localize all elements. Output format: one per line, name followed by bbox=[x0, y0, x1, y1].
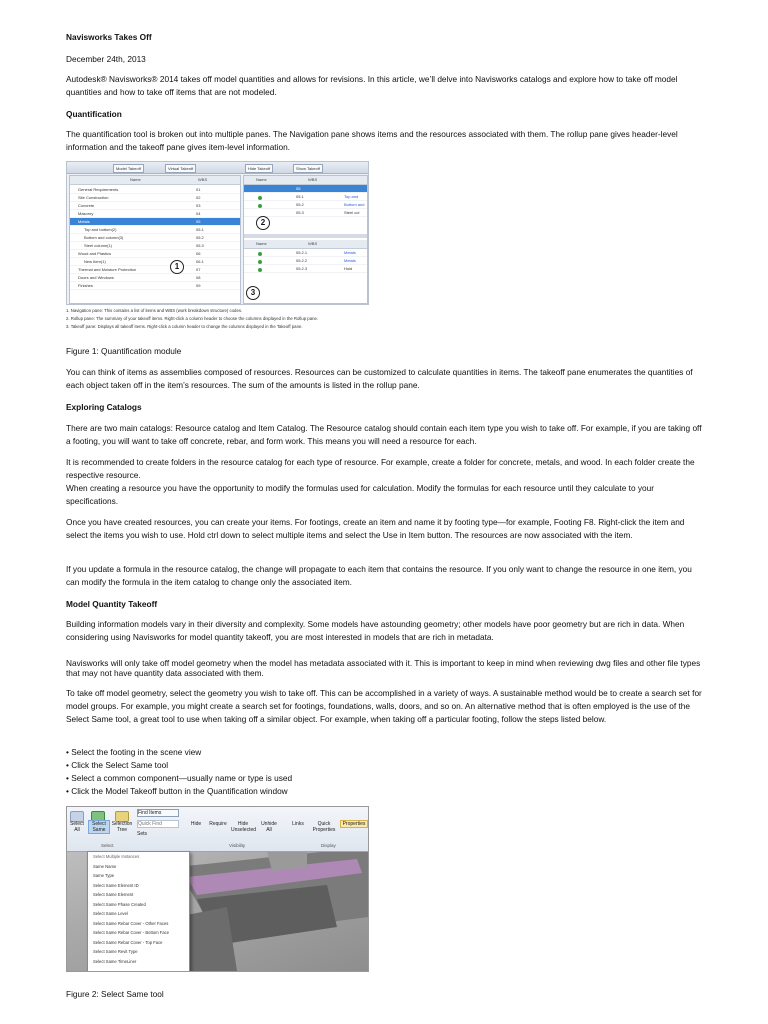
takeoff-row[interactable]: 05.2.3 Hold bbox=[244, 265, 367, 273]
menu-item[interactable]: Same Type bbox=[93, 873, 115, 878]
callout-badge-2: 2 bbox=[256, 216, 270, 230]
catalogs-paragraph-4: Once you have created resources, you can create your items. For footings, create an item and name it by footing type—for example, Footing F8. Right-click the item and select the items you wish to use. Hold ctrl down to select multiple items and select the Use in Item button. The resources are now associated with the item. bbox=[66, 517, 685, 540]
find-items-button[interactable]: Find Items bbox=[137, 809, 179, 817]
menu-item[interactable]: Select Multiple Instances bbox=[93, 854, 140, 859]
rollup-column-name[interactable]: Name bbox=[256, 177, 267, 182]
takeoff-column-wbs[interactable]: WBS bbox=[308, 241, 318, 246]
menu-item[interactable]: Select Same TimeLiner bbox=[93, 959, 137, 964]
ribbon-group-visibility: Visibility bbox=[229, 843, 246, 848]
hide-takeoff-button[interactable]: Hide Takeoff bbox=[245, 164, 273, 173]
hide-button[interactable]: Hide bbox=[190, 821, 202, 827]
ribbon-toolbar bbox=[67, 807, 368, 852]
document-date: December 24th, 2013 bbox=[66, 54, 146, 64]
rollup-row[interactable]: 05.1 Top and bbox=[244, 193, 367, 201]
quick-find-input[interactable]: Quick Find bbox=[137, 820, 179, 828]
menu-item[interactable]: Select Same Element bbox=[93, 892, 134, 897]
menu-item[interactable]: Select Same Level bbox=[93, 911, 128, 916]
figure1-note-3: 3. Takeoff pane: Displays all takeoff items. Right-click a column header to change the columns displayed in the Takeoff pane. bbox=[66, 324, 303, 329]
selection-tree-button[interactable]: Selection Tree bbox=[111, 821, 133, 833]
callout-badge-1: 1 bbox=[170, 260, 184, 274]
model-takeoff-button[interactable]: Model Takeoff bbox=[113, 164, 144, 173]
takeoff-row[interactable]: 05.2.2 Metals bbox=[244, 257, 367, 265]
quantification-heading: Quantification bbox=[66, 109, 122, 119]
select-same-button[interactable]: Select Same bbox=[89, 821, 109, 833]
tree-row[interactable]: Bottom and column(3) 05.2 bbox=[70, 234, 240, 242]
tree-row[interactable]: General Requirements 01 bbox=[70, 186, 240, 194]
mqt-heading: Model Quantity Takeoff bbox=[66, 599, 158, 609]
rollup-header bbox=[244, 176, 367, 185]
mqt-paragraph-3: To take off model geometry, select the geometry you wish to take off. This can be accomplished in a variety of ways. A sustainable method would be to create a search set for model groups. For example, you might create a search set for footings, foundations, walls, doors, and so on. An alternative method that is often employed is the use of the Select Same tool, a great tool to use when taking off a similar object. For example, when taking off a particular footing, follow the steps listed below. bbox=[66, 688, 702, 724]
menu-item[interactable]: Same Name bbox=[93, 864, 117, 869]
tree-row[interactable]: Concrete 03 bbox=[70, 202, 240, 210]
menu-item[interactable]: Select Same Rebar Cover - Other Faces bbox=[93, 921, 169, 926]
pane-splitter[interactable] bbox=[244, 234, 367, 238]
figure1-note-1: 1. Navigation pane: This contains a list of items and WBS (work breakdown structure) codes. bbox=[66, 308, 243, 313]
rollup-row[interactable]: 05.3 Steel col bbox=[244, 209, 367, 217]
rollup-row[interactable]: 05.2 Bottom and bbox=[244, 201, 367, 209]
mqt-bullet-3: • Select a common component—usually name or type is used bbox=[66, 773, 293, 783]
rollup-and-takeoff-panes bbox=[243, 175, 368, 304]
callout-badge-3: 3 bbox=[246, 286, 260, 300]
sets-dropdown[interactable]: Sets bbox=[137, 831, 148, 837]
figure1-notes bbox=[66, 307, 367, 331]
quantification-paragraph: The quantification tool is broken out into multiple panes. The Navigation pane shows items and the resources associated with them. The rollup pane gives header-level information and the takeoff pane gives item-level information. bbox=[66, 129, 678, 152]
tree-row[interactable]: Masonry 04 bbox=[70, 210, 240, 218]
mqt-bullet-4: • Click the Model Takeoff button in the Quantification window bbox=[66, 786, 288, 796]
catalogs-paragraph-3: When creating a resource you have the opportunity to modify the formulas used for calculation. Modify the formulas for each resource until they calculate to your specifications. bbox=[66, 483, 655, 506]
mqt-paragraph-1: Building information models vary in their diversity and complexity. Some models have astounding geometry; other models have poor geometry but are rich in data. When considering using Navisworks for model quantity takeoff, you are most interested in models that are rich in metadata. bbox=[66, 619, 685, 642]
figure1-quantification-screenshot bbox=[66, 161, 369, 305]
properties-button[interactable]: Properties bbox=[342, 821, 366, 827]
tree-row-selected[interactable]: Metals 05 bbox=[70, 218, 240, 226]
tree-row[interactable]: Wood and Plastics 06 bbox=[70, 250, 240, 258]
mqt-bullet-2: • Click the Select Same tool bbox=[66, 760, 169, 770]
navigation-header bbox=[70, 176, 240, 185]
tree-row[interactable]: Site Construction 02 bbox=[70, 194, 240, 202]
links-button[interactable]: Links bbox=[292, 821, 304, 827]
figure1-caption: Figure 1: Quantification module bbox=[66, 346, 182, 356]
figure2-caption: Figure 2: Select Same tool bbox=[66, 989, 164, 999]
intro-paragraph: Autodesk® Navisworks® 2014 takes off model quantities and allows for revisions. In this article, we’ll delve into Navisworks catalogs and explore how to take off model quantities and how to take off items that are not modeled. bbox=[66, 74, 678, 97]
tree-row[interactable]: New Item(1) 06.1 bbox=[70, 258, 240, 266]
select-same-dropdown-menu bbox=[87, 851, 190, 972]
ribbon-group-select: Select bbox=[101, 843, 114, 848]
require-button[interactable]: Require bbox=[209, 821, 227, 827]
column-wbs[interactable]: WBS bbox=[198, 177, 208, 182]
menu-item[interactable]: Select Same Phase Created bbox=[93, 902, 146, 907]
rollup-row-selected[interactable]: 05 bbox=[244, 185, 367, 193]
tree-row[interactable]: Steel column(1) 05.3 bbox=[70, 242, 240, 250]
takeoff-column-name[interactable]: Name bbox=[256, 241, 267, 246]
virtual-takeoff-button[interactable]: Virtual Takeoff bbox=[165, 164, 196, 173]
rollup-column-wbs[interactable]: WBS bbox=[308, 177, 318, 182]
tree-row[interactable]: Finishes 09 bbox=[70, 282, 240, 290]
catalogs-heading: Exploring Catalogs bbox=[66, 402, 142, 412]
figure1-note-2: 2. Rollup pane: The summary of your takeoff items. Right-click a column header to choose the columns displayed in the Rollup pane. bbox=[66, 316, 319, 321]
tree-row[interactable]: Thermal and Moisture Protection 07 bbox=[70, 266, 240, 274]
mqt-bullet-1: • Select the footing in the scene view bbox=[66, 747, 202, 757]
catalogs-paragraph-2: It is recommended to create folders in the resource catalog for each type of resource. For example, create a folder for concrete, metals, and wood. In each folder create the respective resource. bbox=[66, 457, 695, 480]
menu-item[interactable]: Select Same Rebar Cover - Bottom Face bbox=[93, 930, 170, 935]
navigation-pane bbox=[69, 175, 241, 304]
takeoff-header bbox=[244, 240, 367, 249]
menu-item[interactable]: Select Same Element ID bbox=[93, 883, 139, 888]
select-all-button[interactable]: Select All bbox=[70, 821, 84, 833]
takeoff-row[interactable]: 05.2.1 Metals bbox=[244, 249, 367, 257]
tree-row[interactable]: Doors and Windows 08 bbox=[70, 274, 240, 282]
figure2-select-same-screenshot bbox=[66, 806, 369, 972]
mqt-paragraph-2: Navisworks will only take off model geometry when the model has metadata associated with it. This is important to keep in mind when reviewing dwg files and other file types that may not have quantity data associated with them. bbox=[66, 658, 701, 678]
quantification-toolbar bbox=[67, 162, 368, 174]
catalogs-paragraph-5: If you update a formula in the resource catalog, the change will propagate to each item that contains the resource. If you only want to change the resource in one item, you can modify the formula in the item catalog to change only the associated item. bbox=[66, 564, 692, 587]
show-takeoff-button[interactable]: Show Takeoff bbox=[293, 164, 323, 173]
catalogs-paragraph-1: There are two main catalogs: Resource catalog and Item Catalog. The Resource catalog should contain each item type you wish to take off. For example, if you are taking off a footing, you will want to take off concrete, rebar, and form work. This means you will need a resource for each. bbox=[66, 423, 702, 446]
document-title: Navisworks Takes Off bbox=[66, 32, 152, 42]
column-name[interactable]: Name bbox=[130, 177, 141, 182]
ribbon-group-display: Display bbox=[321, 843, 336, 848]
menu-item[interactable]: Select Same Revit Type bbox=[93, 949, 138, 954]
menu-item[interactable]: Select Same Rebar Cover - Top Face bbox=[93, 940, 163, 945]
quick-properties-button[interactable]: Quick Properties bbox=[312, 821, 336, 833]
resources-paragraph: You can think of items as assemblies composed of resources. Resources can be customized to calculate quantities in items. The takeoff pane enumerates the quantities of each object taken off in the item’s resources. The sum of the amounts is listed in the rollup pane. bbox=[66, 367, 693, 390]
hide-unselected-button[interactable]: Hide Unselected bbox=[231, 821, 257, 833]
unhide-all-button[interactable]: Unhide All bbox=[261, 821, 277, 833]
tree-row[interactable]: Top and bottom(2) 05.1 bbox=[70, 226, 240, 234]
